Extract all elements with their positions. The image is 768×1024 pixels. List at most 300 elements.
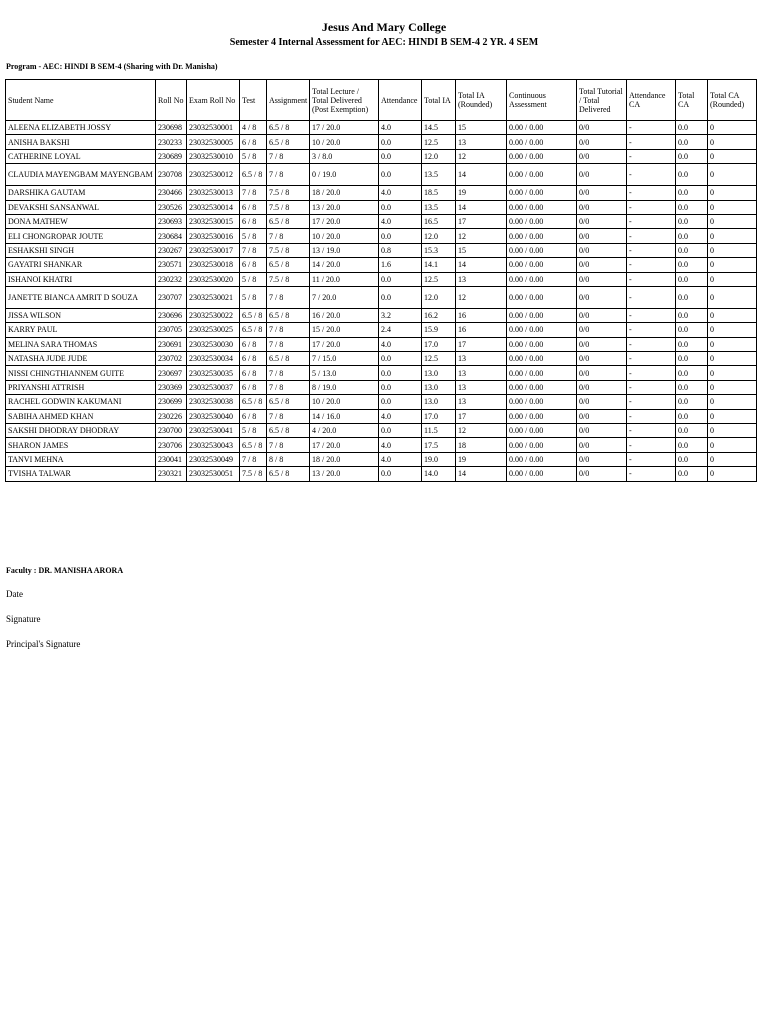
attendance-ca-cell: -	[627, 409, 676, 423]
student-name-cell: KARRY PAUL	[6, 323, 156, 337]
total-ca-cell: 0.0	[676, 395, 708, 409]
test-cell: 6 / 8	[240, 135, 267, 149]
assignment-cell: 7.5 / 8	[267, 186, 310, 200]
total-ca-cell: 0.0	[676, 352, 708, 366]
attendance-ca-cell: -	[627, 186, 676, 200]
total-ia-rounded-cell: 12	[456, 424, 507, 438]
table-row	[6, 337, 757, 351]
total-ia-cell: 12.5	[422, 352, 456, 366]
table-row	[6, 409, 757, 423]
assignment-cell: 7 / 8	[267, 366, 310, 380]
total-ca-rounded-cell: 0	[708, 186, 757, 200]
total-ca-cell: 0.0	[676, 214, 708, 228]
total-ca-cell: 0.0	[676, 452, 708, 466]
roll-no-cell: 230696	[156, 308, 187, 322]
exam-roll-no-cell: 23032530041	[187, 424, 240, 438]
total-ia-cell: 15.9	[422, 323, 456, 337]
attendance-ca-cell: -	[627, 229, 676, 243]
student-name-cell: NATASHA JUDE JUDE	[6, 352, 156, 366]
continuous-assessment-cell: 0.00 / 0.00	[507, 337, 577, 351]
total-ca-cell: 0.0	[676, 286, 708, 308]
total-ia-rounded-cell: 14	[456, 164, 507, 186]
attendance-ca-cell: -	[627, 149, 676, 163]
roll-no-cell: 230693	[156, 214, 187, 228]
test-cell: 7.5 / 8	[240, 467, 267, 481]
total-ca-rounded-cell: 0	[708, 424, 757, 438]
table-row	[6, 149, 757, 163]
column-header: Total IA	[422, 80, 456, 121]
total-lecture-cell: 18 / 20.0	[310, 186, 379, 200]
assignment-cell: 6.5 / 8	[267, 308, 310, 322]
total-ia-rounded-cell: 14	[456, 467, 507, 481]
total-lecture-cell: 10 / 20.0	[310, 135, 379, 149]
column-header: Attendance CA	[627, 80, 676, 121]
attendance-cell: 0.0	[379, 135, 422, 149]
continuous-assessment-cell: 0.00 / 0.00	[507, 438, 577, 452]
attendance-cell: 4.0	[379, 438, 422, 452]
assignment-cell: 7 / 8	[267, 323, 310, 337]
total-ia-cell: 13.0	[422, 380, 456, 394]
student-name-cell: ANISHA BAKSHI	[6, 135, 156, 149]
total-ca-cell: 0.0	[676, 308, 708, 322]
total-ca-rounded-cell: 0	[708, 467, 757, 481]
test-cell: 6 / 8	[240, 337, 267, 351]
total-ia-rounded-cell: 13	[456, 272, 507, 286]
total-lecture-cell: 14 / 16.0	[310, 409, 379, 423]
total-ca-rounded-cell: 0	[708, 243, 757, 257]
roll-no-cell: 230702	[156, 352, 187, 366]
column-header: Total Lecture / Total Delivered (Post Exemption)	[310, 80, 379, 121]
total-ca-cell: 0.0	[676, 337, 708, 351]
assignment-cell: 7.5 / 8	[267, 200, 310, 214]
assignment-cell: 7 / 8	[267, 337, 310, 351]
test-cell: 6 / 8	[240, 258, 267, 272]
total-ia-rounded-cell: 17	[456, 337, 507, 351]
total-tutorial-cell: 0/0	[577, 366, 627, 380]
total-tutorial-cell: 0/0	[577, 258, 627, 272]
roll-no-cell: 230698	[156, 121, 187, 135]
table-row	[6, 366, 757, 380]
attendance-ca-cell: -	[627, 200, 676, 214]
attendance-ca-cell: -	[627, 323, 676, 337]
student-name-cell: JANETTE BIANCA AMRIT D SOUZA	[6, 286, 156, 308]
student-name-cell: PRIYANSHI ATTRISH	[6, 380, 156, 394]
student-name-cell: ISHANOI KHATRI	[6, 272, 156, 286]
total-ca-rounded-cell: 0	[708, 200, 757, 214]
roll-no-cell: 230233	[156, 135, 187, 149]
student-name-cell: SAKSHI DHODRAY DHODRAY	[6, 424, 156, 438]
assignment-cell: 6.5 / 8	[267, 424, 310, 438]
attendance-cell: 0.8	[379, 243, 422, 257]
total-ia-rounded-cell: 19	[456, 186, 507, 200]
column-header: Student Name	[6, 80, 156, 121]
column-header: Roll No	[156, 80, 187, 121]
total-ia-rounded-cell: 12	[456, 149, 507, 163]
total-ia-rounded-cell: 15	[456, 121, 507, 135]
total-ca-rounded-cell: 0	[708, 352, 757, 366]
roll-no-cell: 230699	[156, 395, 187, 409]
total-ia-cell: 12.0	[422, 286, 456, 308]
attendance-cell: 4.0	[379, 214, 422, 228]
table-row	[6, 467, 757, 481]
total-lecture-cell: 11 / 20.0	[310, 272, 379, 286]
continuous-assessment-cell: 0.00 / 0.00	[507, 149, 577, 163]
total-ia-rounded-cell: 14	[456, 200, 507, 214]
total-tutorial-cell: 0/0	[577, 186, 627, 200]
continuous-assessment-cell: 0.00 / 0.00	[507, 380, 577, 394]
roll-no-cell: 230705	[156, 323, 187, 337]
total-ca-rounded-cell: 0	[708, 229, 757, 243]
exam-roll-no-cell: 23032530051	[187, 467, 240, 481]
attendance-cell: 0.0	[379, 200, 422, 214]
total-lecture-cell: 7 / 20.0	[310, 286, 379, 308]
attendance-cell: 2.4	[379, 323, 422, 337]
total-ca-cell: 0.0	[676, 200, 708, 214]
continuous-assessment-cell: 0.00 / 0.00	[507, 164, 577, 186]
test-cell: 6.5 / 8	[240, 438, 267, 452]
attendance-ca-cell: -	[627, 286, 676, 308]
total-ia-rounded-cell: 13	[456, 366, 507, 380]
continuous-assessment-cell: 0.00 / 0.00	[507, 352, 577, 366]
exam-roll-no-cell: 23032530040	[187, 409, 240, 423]
test-cell: 5 / 8	[240, 286, 267, 308]
total-ia-cell: 15.3	[422, 243, 456, 257]
continuous-assessment-cell: 0.00 / 0.00	[507, 121, 577, 135]
total-lecture-cell: 17 / 20.0	[310, 438, 379, 452]
exam-roll-no-cell: 23032530038	[187, 395, 240, 409]
table-row	[6, 258, 757, 272]
college-name: Jesus And Mary College	[321, 20, 447, 34]
total-ca-rounded-cell: 0	[708, 164, 757, 186]
assessment-table	[5, 79, 757, 482]
attendance-cell: 0.0	[379, 380, 422, 394]
total-lecture-cell: 13 / 20.0	[310, 467, 379, 481]
total-lecture-cell: 7 / 15.0	[310, 352, 379, 366]
total-ia-cell: 13.5	[422, 200, 456, 214]
total-ia-cell: 13.0	[422, 366, 456, 380]
attendance-cell: 0.0	[379, 395, 422, 409]
assignment-cell: 7 / 8	[267, 229, 310, 243]
column-header: Total CA (Rounded)	[708, 80, 757, 121]
attendance-cell: 3.2	[379, 308, 422, 322]
total-tutorial-cell: 0/0	[577, 409, 627, 423]
principal-signature-label: Principal's Signature	[6, 639, 81, 649]
table-row	[6, 438, 757, 452]
total-lecture-cell: 16 / 20.0	[310, 308, 379, 322]
total-ia-rounded-cell: 14	[456, 258, 507, 272]
attendance-ca-cell: -	[627, 243, 676, 257]
total-tutorial-cell: 0/0	[577, 214, 627, 228]
total-tutorial-cell: 0/0	[577, 149, 627, 163]
assignment-cell: 6.5 / 8	[267, 258, 310, 272]
total-lecture-cell: 17 / 20.0	[310, 121, 379, 135]
student-name-cell: CLAUDIA MAYENGBAM MAYENGBAM	[6, 164, 156, 186]
column-header: Total IA (Rounded)	[456, 80, 507, 121]
continuous-assessment-cell: 0.00 / 0.00	[507, 243, 577, 257]
test-cell: 6.5 / 8	[240, 164, 267, 186]
student-name-cell: DARSHIKA GAUTAM	[6, 186, 156, 200]
attendance-cell: 0.0	[379, 286, 422, 308]
attendance-ca-cell: -	[627, 135, 676, 149]
table-row	[6, 308, 757, 322]
table-row	[6, 121, 757, 135]
total-ia-cell: 12.0	[422, 229, 456, 243]
attendance-ca-cell: -	[627, 366, 676, 380]
total-tutorial-cell: 0/0	[577, 229, 627, 243]
total-ca-rounded-cell: 0	[708, 308, 757, 322]
continuous-assessment-cell: 0.00 / 0.00	[507, 323, 577, 337]
roll-no-cell: 230684	[156, 229, 187, 243]
total-ca-cell: 0.0	[676, 186, 708, 200]
attendance-cell: 4.0	[379, 337, 422, 351]
assignment-cell: 8 / 8	[267, 452, 310, 466]
total-ia-rounded-cell: 18	[456, 438, 507, 452]
total-ia-cell: 17.0	[422, 337, 456, 351]
attendance-cell: 0.0	[379, 229, 422, 243]
continuous-assessment-cell: 0.00 / 0.00	[507, 229, 577, 243]
total-lecture-cell: 13 / 19.0	[310, 243, 379, 257]
date-label: Date	[6, 589, 23, 599]
total-ia-cell: 14.5	[422, 121, 456, 135]
continuous-assessment-cell: 0.00 / 0.00	[507, 272, 577, 286]
program-line: Program - AEC: HINDI B SEM-4 (Sharing with Dr. Manisha)	[6, 62, 218, 71]
exam-roll-no-cell: 23032530021	[187, 286, 240, 308]
assignment-cell: 7 / 8	[267, 409, 310, 423]
attendance-ca-cell: -	[627, 337, 676, 351]
test-cell: 6 / 8	[240, 409, 267, 423]
total-tutorial-cell: 0/0	[577, 200, 627, 214]
exam-roll-no-cell: 23032530001	[187, 121, 240, 135]
attendance-cell: 4.0	[379, 186, 422, 200]
total-ia-cell: 14.0	[422, 467, 456, 481]
roll-no-cell: 230321	[156, 467, 187, 481]
test-cell: 5 / 8	[240, 424, 267, 438]
total-ia-rounded-cell: 17	[456, 409, 507, 423]
attendance-cell: 0.0	[379, 424, 422, 438]
total-lecture-cell: 8 / 19.0	[310, 380, 379, 394]
total-lecture-cell: 0 / 19.0	[310, 164, 379, 186]
total-ca-cell: 0.0	[676, 366, 708, 380]
table-row	[6, 229, 757, 243]
student-name-cell: SHARON JAMES	[6, 438, 156, 452]
exam-roll-no-cell: 23032530025	[187, 323, 240, 337]
attendance-ca-cell: -	[627, 395, 676, 409]
total-ia-rounded-cell: 16	[456, 323, 507, 337]
test-cell: 6.5 / 8	[240, 323, 267, 337]
exam-roll-no-cell: 23032530015	[187, 214, 240, 228]
table-row	[6, 164, 757, 186]
continuous-assessment-cell: 0.00 / 0.00	[507, 258, 577, 272]
table-row	[6, 452, 757, 466]
student-name-cell: DEVAKSHI SANSANWAL	[6, 200, 156, 214]
continuous-assessment-cell: 0.00 / 0.00	[507, 286, 577, 308]
roll-no-cell: 230691	[156, 337, 187, 351]
table-body	[6, 121, 757, 482]
exam-roll-no-cell: 23032530043	[187, 438, 240, 452]
assignment-cell: 7 / 8	[267, 438, 310, 452]
test-cell: 6 / 8	[240, 352, 267, 366]
assignment-cell: 6.5 / 8	[267, 467, 310, 481]
total-ca-cell: 0.0	[676, 380, 708, 394]
assignment-cell: 6.5 / 8	[267, 135, 310, 149]
attendance-ca-cell: -	[627, 424, 676, 438]
total-tutorial-cell: 0/0	[577, 308, 627, 322]
assignment-cell: 7.5 / 8	[267, 272, 310, 286]
total-ca-rounded-cell: 0	[708, 395, 757, 409]
attendance-ca-cell: -	[627, 214, 676, 228]
total-ca-rounded-cell: 0	[708, 286, 757, 308]
roll-no-cell: 230708	[156, 164, 187, 186]
total-lecture-cell: 17 / 20.0	[310, 337, 379, 351]
total-ca-rounded-cell: 0	[708, 135, 757, 149]
test-cell: 6 / 8	[240, 214, 267, 228]
total-tutorial-cell: 0/0	[577, 243, 627, 257]
column-header: Total CA	[676, 80, 708, 121]
total-ia-cell: 12.5	[422, 272, 456, 286]
total-tutorial-cell: 0/0	[577, 272, 627, 286]
assessment-title: Semester 4 Internal Assessment for AEC: HINDI B SEM-4 2 YR. 4 SEM	[229, 37, 539, 48]
continuous-assessment-cell: 0.00 / 0.00	[507, 395, 577, 409]
total-lecture-cell: 5 / 13.0	[310, 366, 379, 380]
attendance-cell: 1.6	[379, 258, 422, 272]
total-ca-cell: 0.0	[676, 229, 708, 243]
total-ca-rounded-cell: 0	[708, 438, 757, 452]
total-ia-cell: 17.5	[422, 438, 456, 452]
attendance-cell: 4.0	[379, 121, 422, 135]
exam-roll-no-cell: 23032530012	[187, 164, 240, 186]
total-ia-cell: 13.5	[422, 164, 456, 186]
total-lecture-cell: 14 / 20.0	[310, 258, 379, 272]
continuous-assessment-cell: 0.00 / 0.00	[507, 200, 577, 214]
exam-roll-no-cell: 23032530049	[187, 452, 240, 466]
column-header: Total Tutorial / Total Delivered	[577, 80, 627, 121]
total-lecture-cell: 15 / 20.0	[310, 323, 379, 337]
assignment-cell: 7 / 8	[267, 286, 310, 308]
total-ca-cell: 0.0	[676, 149, 708, 163]
student-name-cell: ELI CHONGROPAR JOUTE	[6, 229, 156, 243]
attendance-cell: 4.0	[379, 452, 422, 466]
total-ca-rounded-cell: 0	[708, 452, 757, 466]
exam-roll-no-cell: 23032530022	[187, 308, 240, 322]
student-name-cell: GAYATRI SHANKAR	[6, 258, 156, 272]
total-ia-rounded-cell: 15	[456, 243, 507, 257]
exam-roll-no-cell: 23032530030	[187, 337, 240, 351]
student-name-cell: TANVI MEHNA	[6, 452, 156, 466]
total-ca-cell: 0.0	[676, 467, 708, 481]
exam-roll-no-cell: 23032530013	[187, 186, 240, 200]
total-tutorial-cell: 0/0	[577, 424, 627, 438]
total-ca-cell: 0.0	[676, 121, 708, 135]
roll-no-cell: 230706	[156, 438, 187, 452]
attendance-ca-cell: -	[627, 121, 676, 135]
total-tutorial-cell: 0/0	[577, 286, 627, 308]
continuous-assessment-cell: 0.00 / 0.00	[507, 424, 577, 438]
table-row	[6, 424, 757, 438]
total-tutorial-cell: 0/0	[577, 380, 627, 394]
total-ca-rounded-cell: 0	[708, 323, 757, 337]
total-ca-cell: 0.0	[676, 438, 708, 452]
table-row	[6, 243, 757, 257]
continuous-assessment-cell: 0.00 / 0.00	[507, 452, 577, 466]
exam-roll-no-cell: 23032530014	[187, 200, 240, 214]
total-ia-cell: 16.5	[422, 214, 456, 228]
test-cell: 6.5 / 8	[240, 308, 267, 322]
total-ca-rounded-cell: 0	[708, 337, 757, 351]
attendance-ca-cell: -	[627, 164, 676, 186]
exam-roll-no-cell: 23032530020	[187, 272, 240, 286]
total-lecture-cell: 18 / 20.0	[310, 452, 379, 466]
signature-label: Signature	[6, 614, 41, 624]
total-ca-rounded-cell: 0	[708, 149, 757, 163]
table-row	[6, 323, 757, 337]
faculty-name: Faculty : DR. MANISHA ARORA	[6, 566, 124, 575]
total-ca-cell: 0.0	[676, 323, 708, 337]
test-cell: 6 / 8	[240, 380, 267, 394]
roll-no-cell: 230232	[156, 272, 187, 286]
test-cell: 7 / 8	[240, 186, 267, 200]
test-cell: 7 / 8	[240, 452, 267, 466]
exam-roll-no-cell: 23032530010	[187, 149, 240, 163]
test-cell: 6 / 8	[240, 200, 267, 214]
total-ca-cell: 0.0	[676, 258, 708, 272]
student-name-cell: RACHEL GODWIN KAKUMANI	[6, 395, 156, 409]
student-name-cell: NISSI CHINGTHIANNEM GUITE	[6, 366, 156, 380]
total-ca-cell: 0.0	[676, 135, 708, 149]
attendance-cell: 0.0	[379, 467, 422, 481]
table-row	[6, 214, 757, 228]
attendance-ca-cell: -	[627, 380, 676, 394]
attendance-ca-cell: -	[627, 467, 676, 481]
attendance-cell: 0.0	[379, 352, 422, 366]
total-ia-cell: 18.5	[422, 186, 456, 200]
table-row	[6, 352, 757, 366]
table-header-row	[6, 80, 757, 121]
continuous-assessment-cell: 0.00 / 0.00	[507, 366, 577, 380]
total-ia-rounded-cell: 19	[456, 452, 507, 466]
test-cell: 5 / 8	[240, 149, 267, 163]
assignment-cell: 7 / 8	[267, 149, 310, 163]
total-tutorial-cell: 0/0	[577, 352, 627, 366]
student-name-cell: CATHERINE LOYAL	[6, 149, 156, 163]
total-ca-rounded-cell: 0	[708, 258, 757, 272]
test-cell: 6 / 8	[240, 366, 267, 380]
total-ia-rounded-cell: 13	[456, 380, 507, 394]
attendance-ca-cell: -	[627, 438, 676, 452]
total-ca-cell: 0.0	[676, 424, 708, 438]
total-ia-rounded-cell: 12	[456, 229, 507, 243]
total-ia-rounded-cell: 13	[456, 395, 507, 409]
total-ia-rounded-cell: 16	[456, 308, 507, 322]
student-name-cell: MELINA SARA THOMAS	[6, 337, 156, 351]
total-lecture-cell: 13 / 20.0	[310, 200, 379, 214]
test-cell: 6.5 / 8	[240, 395, 267, 409]
total-ia-cell: 12.0	[422, 149, 456, 163]
test-cell: 5 / 8	[240, 229, 267, 243]
total-ca-cell: 0.0	[676, 409, 708, 423]
roll-no-cell: 230571	[156, 258, 187, 272]
total-ca-rounded-cell: 0	[708, 121, 757, 135]
test-cell: 4 / 8	[240, 121, 267, 135]
total-ca-cell: 0.0	[676, 243, 708, 257]
attendance-ca-cell: -	[627, 308, 676, 322]
assignment-cell: 6.5 / 8	[267, 352, 310, 366]
total-lecture-cell: 17 / 20.0	[310, 214, 379, 228]
roll-no-cell: 230226	[156, 409, 187, 423]
total-ia-rounded-cell: 17	[456, 214, 507, 228]
total-tutorial-cell: 0/0	[577, 467, 627, 481]
exam-roll-no-cell: 23032530017	[187, 243, 240, 257]
attendance-cell: 0.0	[379, 149, 422, 163]
